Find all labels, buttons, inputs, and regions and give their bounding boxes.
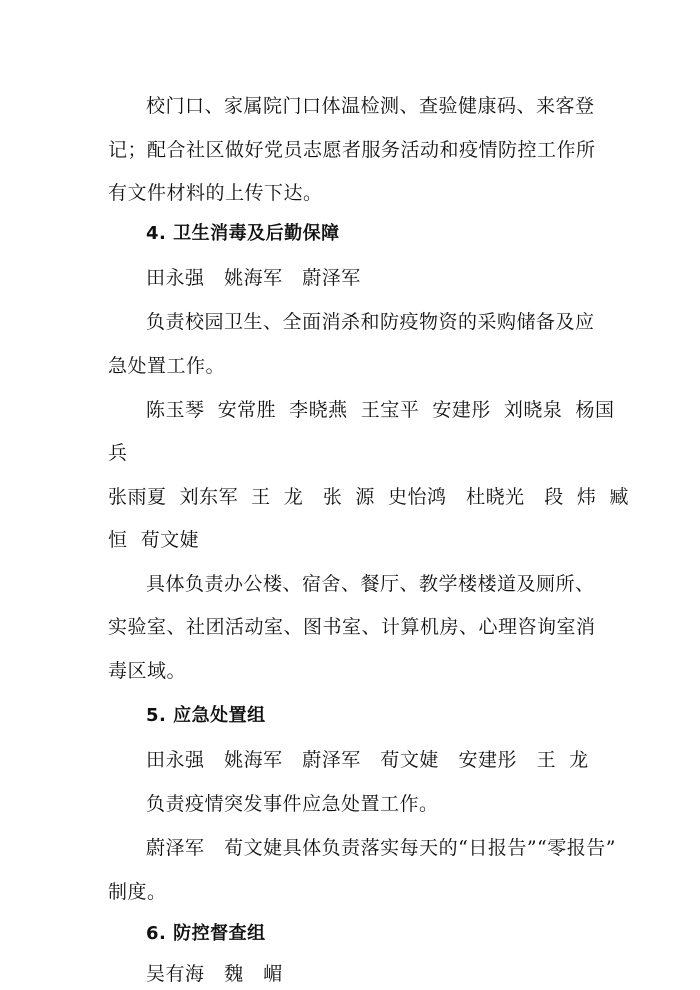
section-4-heading: 4. 卫生消毒及后勤保障 — [146, 223, 340, 244]
section-5-members: 田永强 姚海军 蔚泽军 荀文婕 安建彤 王 龙 — [146, 749, 589, 771]
section-5-detail-line-2: 制度。 — [108, 881, 167, 903]
section-4-detail-line-2: 实验室、社团活动室、图书室、计算机房、心理咨询室消 — [108, 616, 596, 638]
section-4-duty-line-1: 负责校园卫生、全面消杀和防疫物资的采购储备及应 — [146, 311, 595, 333]
section-4-staff-line-2: 兵 — [108, 442, 128, 464]
intro-line-3: 有文件材料的上传下达。 — [108, 182, 323, 204]
section-6-heading: 6. 防控督查组 — [146, 923, 266, 944]
section-4-detail-line-3: 毒区域。 — [108, 660, 187, 682]
section-4-leaders: 田永强 姚海军 蔚泽军 — [146, 267, 361, 289]
section-5-duty: 负责疫情突发事件应急处置工作。 — [146, 793, 439, 815]
intro-line-1: 校门口、家属院门口体温检测、查验健康码、来客登 — [146, 95, 595, 117]
section-4-staff-line-4: 恒 荀文婕 — [108, 529, 200, 551]
section-5-detail-line-1: 蔚泽军 荀文婕具体负责落实每天的“日报告”“零报告” — [146, 837, 616, 859]
section-4-staff-line-3: 张雨夏 刘东军 王 龙 张 源 史怡鸿 杜晓光 段 炜 臧 — [108, 486, 629, 508]
section-5-heading: 5. 应急处置组 — [146, 705, 266, 726]
section-4-detail-line-1: 具体负责办公楼、宿舍、餐厅、教学楼楼道及厕所、 — [146, 573, 595, 595]
intro-line-2: 记；配合社区做好党员志愿者服务活动和疫情防控工作所 — [108, 139, 596, 161]
section-6-members: 吴有海 魏 嵋 — [146, 963, 283, 985]
section-4-duty-line-2: 急处置工作。 — [108, 355, 226, 377]
section-4-staff-line-1: 陈玉琴 安常胜 李晓燕 王宝平 安建彤 刘晓泉 杨国 — [146, 399, 615, 421]
